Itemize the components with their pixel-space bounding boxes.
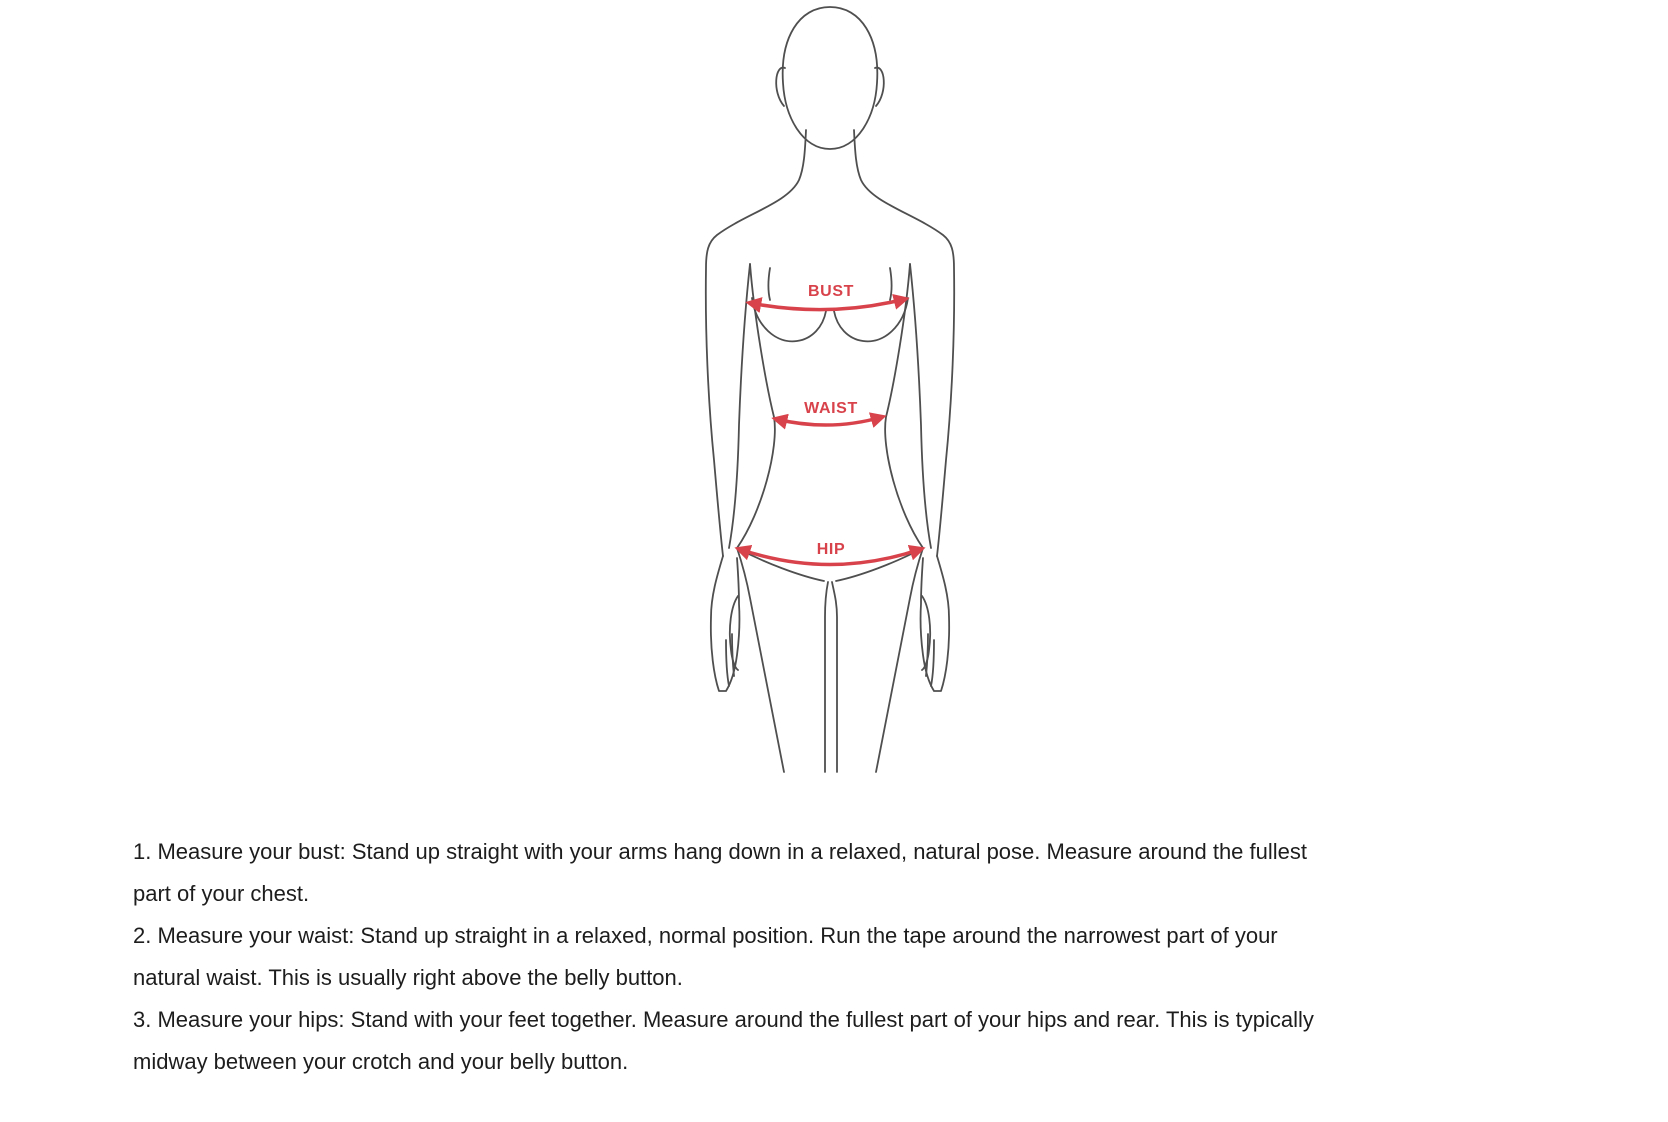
figure-leg-right-inner [832,582,837,772]
instruction-item-hips [133,999,1583,1083]
figure-bust-top-left [769,268,771,300]
instruction-line: part of your chest. [133,881,310,906]
measurement-arrows [739,299,921,565]
figure-arm-right-inner [910,264,931,548]
figure-bust-top-right [890,268,892,300]
hip-label: HIP [816,541,846,558]
figure-arm-left-inner [729,264,750,548]
figure-leg-left-inner [825,582,828,772]
figure-leg-right-outer [876,548,923,772]
instruction-item-bust [133,831,1583,915]
instruction-line: midway between your crotch and your belly button. [133,1049,629,1074]
instruction-line: 1. Measure your bust: Stand up straight with your arms hang down in a relaxed, natural pose. Measure around the fullest [133,839,1307,864]
waist-measure-arrow [776,417,882,425]
figure-torso-right [885,264,923,548]
instruction-line: 3. Measure your hips: Stand with your feet together. Measure around the fullest part of your hips and rear. This is typically [133,1007,1314,1032]
figure-leg-left-outer [737,548,784,772]
waist-label: WAIST [804,400,858,417]
bust-label: BUST [808,283,854,300]
bust-measure-arrow [750,299,905,310]
figure-hand-right [921,556,950,691]
figure-hand-left [711,556,740,691]
figure-outline [706,7,954,772]
instruction-item-waist [133,915,1583,999]
measurement-instructions [133,831,1583,1083]
instruction-line: 2. Measure your waist: Stand up straight in a relaxed, normal position. Run the tape around the narrowest part of your [133,923,1278,948]
figure-head [783,7,878,149]
figure-arm-right-outer [854,130,954,556]
instruction-line: natural waist. This is usually right above the belly button. [133,965,683,990]
figure-arm-left-outer [706,130,806,556]
